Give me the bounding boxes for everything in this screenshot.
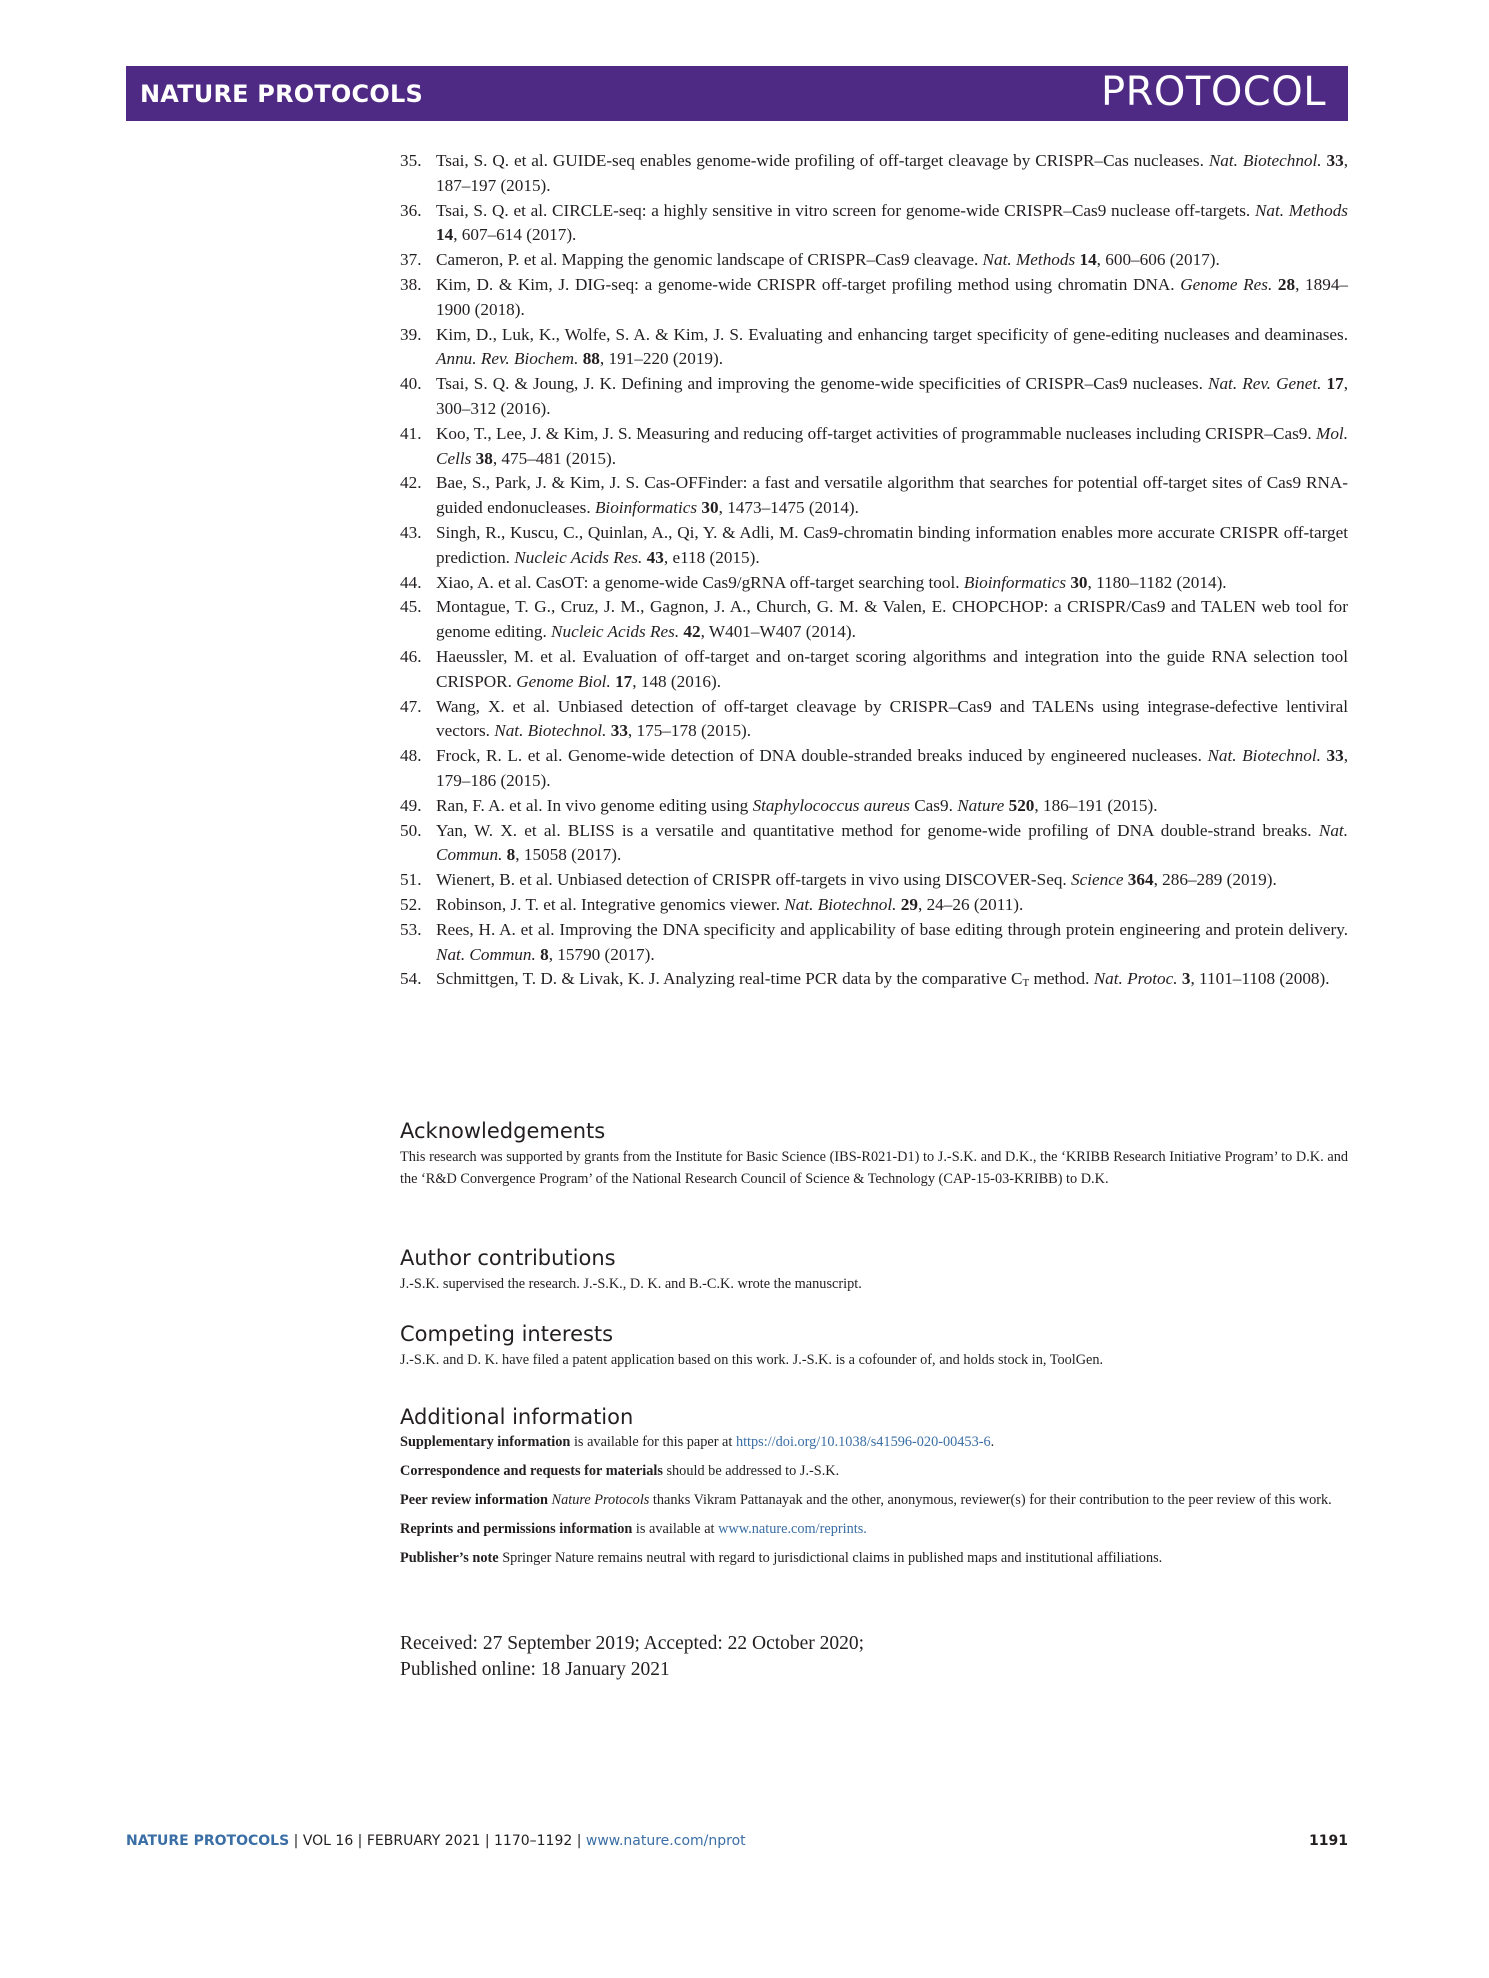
reference-number: 52. [400,894,422,914]
footer-journal: NATURE PROTOCOLS [126,1833,290,1849]
acknowledgements-section [400,1118,1348,1190]
reference-text: , 187–197 (2015). [436,151,1348,195]
reference-text: , 191–220 (2019). [599,349,724,369]
publisher-note-text: Springer Nature remains neutral with regard to jurisdictional claims in published maps and institutional affiliations. [498,1550,1163,1566]
reference-text: Cas9. [909,795,958,815]
reference-text: Tsai, S. Q. & Joung, J. K. Defining and improving the genome-wide specificities of CRISPR–Cas9 nucleases. [436,374,1208,394]
reference-journal: Nat. Protoc. [1093,969,1178,989]
reference-text: , 175–178 (2015). [627,721,752,741]
reference-text: , 179–186 (2015). [436,746,1349,790]
reference-number: 46. [400,646,422,666]
reference-item [400,323,1348,373]
reference-number: 45. [400,597,422,617]
footer-volume: VOL 16 [302,1833,354,1849]
reference-number: 41. [400,423,422,443]
reference-journal: Staphylococcus aureus [752,795,910,815]
reference-text: , 1180–1182 (2014). [1087,572,1227,592]
reference-item [400,471,1348,521]
reference-item [400,571,1348,596]
reference-number: 39. [400,324,422,344]
reference-number: 38. [400,274,422,294]
publisher-note [400,1547,1348,1569]
reference-text: , 475–481 (2015). [492,448,616,468]
reference-text: Tsai, S. Q. et al. GUIDE-seq enables genome-wide profiling of off-target cleavage by CRISPR–Cas nucleases. [436,151,1209,170]
reference-text: T [1022,977,1030,990]
reference-volume: 17 [615,671,633,691]
publication-dates [400,1631,864,1683]
reference-journal: Bioinformatics [963,572,1067,592]
reprints-label: Reprints and permissions information [400,1521,633,1537]
reference-volume: 88 [582,349,600,369]
reference-text: Robinson, J. T. et al. Integrative genomics viewer. [436,894,785,914]
page-number: 1191 [1309,1833,1348,1849]
reference-number: 48. [400,746,422,766]
correspondence-information [400,1460,1348,1482]
reference-volume: 38 [475,448,493,468]
reference-text: Wang, X. et al. Unbiased detection of off-target cleavage by CRISPR–Cas9 and TALENs using integrase-defective lentiviral vectors. [436,696,1348,741]
reference-text: Haeussler, M. et al. Evaluation of off-target and on-target scoring algorithms and integration into the guide RNA selection tool CRISPOR. [436,646,1348,691]
reference-journal: Annu. Rev. Biochem. [436,349,579,369]
reference-text: , W401–W407 (2014). [700,622,856,642]
reference-item [400,868,1348,893]
journal-header-bar [126,66,1348,121]
footer-pages: 1170–1192 [494,1833,573,1849]
reference-item [400,819,1348,869]
acknowledgements-heading: Acknowledgements [400,1119,606,1143]
reference-item [400,521,1348,571]
reference-volume: 3 [1181,969,1191,989]
footer-url[interactable]: www.nature.com/nprot [585,1833,746,1849]
reference-text: Cameron, P. et al. Mapping the genomic landscape of CRISPR–Cas9 cleavage. [436,250,983,270]
reference-text: , 1101–1108 (2008). [1190,969,1330,989]
reference-item [400,372,1348,422]
reference-number: 47. [400,696,422,716]
reference-item [400,794,1348,819]
reference-text: Schmittgen, T. D. & Livak, K. J. Analyzing real-time PCR data by the comparative C [436,969,1023,989]
supplementary-text: is available for this paper at [570,1434,736,1450]
reference-volume: 30 [1070,572,1088,592]
reference-text: , 1894–1900 (2018). [436,274,1349,319]
reference-journal: Genome Res. [1180,274,1273,294]
footer-separator: | [289,1833,303,1849]
reference-item [400,893,1348,918]
reference-text: , 1473–1475 (2014). [718,498,859,518]
reference-volume: 364 [1127,870,1154,890]
reference-text: , 15790 (2017). [548,944,655,964]
reference-journal: Nucleic Acids Res. [551,622,680,642]
reprints-information [400,1518,1348,1540]
reference-volume: 8 [506,845,516,865]
reference-journal: Mol. Cells [436,423,1348,468]
reference-text: Tsai, S. Q. et al. CIRCLE-seq: a highly sensitive in vitro screen for genome-wide CRISPR–Cas9 nuclease off-targets. [436,200,1255,220]
supplementary-end: . [990,1434,995,1450]
reference-item [400,149,1348,199]
reference-item [400,273,1348,323]
reference-journal: Nat. Methods [982,250,1076,270]
reference-number: 51. [400,870,422,890]
reference-text: Koo, T., Lee, J. & Kim, J. S. Measuring and reducing off-target activities of programmable nucleases including CRISPR–Cas9. [436,423,1317,443]
reference-text: Wienert, B. et al. Unbiased detection of CRISPR off-targets in vivo using DISCOVER-Seq. [436,870,1072,890]
reference-journal: Genome Biol. [516,671,611,691]
reference-volume: 33 [1326,151,1344,170]
reference-text: method. [1029,969,1094,989]
reference-item [400,422,1348,472]
reference-item [400,595,1348,645]
reference-item [400,645,1348,695]
reference-number: 44. [400,572,422,592]
author-contributions-section [400,1245,1348,1295]
reference-volume: 29 [900,894,918,914]
reference-item [400,199,1348,249]
reference-journal: Nat. Commun. [436,820,1348,865]
reference-journal: Nat. Commun. [436,944,536,964]
reprints-link[interactable]: www.nature.com/reprints. [718,1521,867,1537]
peer-review-text: thanks Vikram Pattanayak and the other, anonymous, reviewer(s) for their contribution to the peer review of this work. [649,1492,1332,1508]
reference-number: 50. [400,820,422,840]
reference-journal: Nat. Biotechnol. [784,894,897,914]
reference-volume: 8 [540,944,549,964]
reference-text: , 148 (2016). [632,671,722,691]
reference-journal: Nat. Methods [1254,200,1348,220]
reference-text: , 607–614 (2017). [453,225,577,245]
supplementary-link[interactable]: https://doi.org/10.1038/s41596-020-00453-6 [735,1434,991,1450]
reference-number: 54. [400,969,422,989]
reprints-text: is available at [632,1521,719,1537]
reference-list [400,149,1348,992]
reference-volume: 33 [1326,746,1344,766]
reference-text: , 186–191 (2015). [1034,795,1158,815]
reference-number: 36. [400,200,422,220]
reference-volume: 17 [1326,374,1344,394]
published-online-date: Published online: 18 January 2021 [400,1659,670,1680]
article-type: PROTOCOL [1100,69,1326,115]
reference-volume: 33 [610,721,628,741]
reference-text: Kim, D. & Kim, J. DIG-seq: a genome-wide CRISPR off-target profiling method using chromatin DNA. [436,274,1181,294]
reference-item [400,695,1348,745]
reference-text: Yan, W. X. et al. BLISS is a versatile and quantitative method for genome-wide profiling of DNA double-strand breaks. [436,820,1319,840]
acknowledgements-text: This research was supported by grants from the Institute for Basic Science (IBS-R021-D1) to J.-S.K. and D.K., the ‘KRIBB Research Initiative Program’ to D.K. and the ‘R&D Convergence Program’ of the National Research Council of Science & Technology (CAP-15-03-KRIBB) to D.K. [400,1149,1348,1187]
journal-name: NATURE PROTOCOLS [140,80,423,108]
reference-number: 37. [400,250,422,270]
reference-journal: Nature [957,795,1005,815]
footer-issue: FEBRUARY 2021 [366,1833,481,1849]
author-contributions-text: J.-S.K. supervised the research. J.-S.K., D. K. and B.-C.K. wrote the manuscript. [400,1276,862,1292]
author-contributions-heading: Author contributions [400,1246,616,1270]
correspondence-text: should be addressed to J.-S.K. [662,1463,840,1479]
reference-text: Rees, H. A. et al. Improving the DNA specificity and applicability of base editing through protein engineering and protein delivery. [436,919,1348,939]
competing-interests-section [400,1321,1348,1371]
reference-volume: 30 [701,498,719,518]
reference-item [400,967,1348,992]
peer-review-label: Peer review information [400,1492,548,1508]
competing-interests-text: J.-S.K. and D. K. have filed a patent application based on this work. J.-S.K. is a cofounder of, and holds stock in, ToolGen. [400,1352,1104,1368]
reference-text: Frock, R. L. et al. Genome-wide detection of DNA double-stranded breaks induced by engineered nucleases. [436,746,1208,766]
reference-journal: Nat. Biotechnol. [494,721,607,741]
reference-volume: 42 [683,622,701,642]
footer-separator: | [572,1833,586,1849]
reference-volume: 43 [646,547,664,567]
reference-text: , 15058 (2017). [515,845,622,865]
reference-volume: 520 [1008,795,1035,815]
reference-number: 42. [400,473,422,493]
reference-item [400,744,1348,794]
reference-text: , 300–312 (2016). [436,374,1348,418]
footer-citation [126,1832,746,1850]
reference-item [400,248,1348,273]
reference-journal: Bioinformatics [594,498,698,518]
reference-text: Montague, T. G., Cruz, J. M., Gagnon, J. A., Church, G. M. & Valen, E. CHOPCHOP: a CRISPR/Cas9 and TALEN web tool for genome editing. [436,597,1348,642]
reference-number: 49. [400,795,422,815]
reference-text: Xiao, A. et al. CasOT: a genome-wide Cas9/gRNA off-target searching tool. [436,572,964,592]
reference-number: 40. [400,374,422,394]
reference-journal: Nat. Biotechnol. [1208,151,1322,170]
reference-number: 43. [400,522,422,542]
peer-review-journal: Nature Protocols [551,1492,650,1508]
publisher-note-label: Publisher’s note [400,1550,499,1566]
reference-text: Bae, S., Park, J. & Kim, J. S. Cas-OFFinder: a fast and versatile algorithm that searches for potential off-target sites of Cas9 RNA-guided endonucleases. [436,473,1348,518]
reference-item [400,918,1348,968]
reference-number: 35. [400,151,422,170]
footer-separator: | [480,1833,495,1849]
reference-text: , e118 (2015). [663,547,760,567]
reference-text: , 600–606 (2017). [1096,250,1220,270]
reference-volume: 14 [436,225,454,245]
additional-information-section [400,1404,1348,1569]
reference-number: 53. [400,919,422,939]
reference-text: Kim, D., Luk, K., Wolfe, S. A. & Kim, J. S. Evaluating and enhancing target specificity of gene-editing nucleases and deaminases. [436,324,1348,344]
competing-interests-heading: Competing interests [400,1322,614,1346]
reference-journal: Science [1071,870,1124,890]
correspondence-label: Correspondence and requests for materials [400,1463,663,1479]
reference-text: Ran, F. A. et al. In vivo genome editing using [436,795,753,815]
received-accepted-dates: Received: 27 September 2019; Accepted: 22 October 2020; [400,1633,865,1654]
reference-volume: 28 [1277,274,1296,294]
reference-journal: Nucleic Acids Res. [514,547,643,567]
reference-text: , 286–289 (2019). [1153,870,1277,890]
reference-journal: Nat. Rev. Genet. [1207,374,1322,394]
reference-journal: Nat. Biotechnol. [1207,746,1321,766]
reference-text: , 24–26 (2011). [917,894,1024,914]
reference-volume: 14 [1079,250,1097,270]
supplementary-information [400,1431,1348,1453]
peer-review-information [400,1489,1348,1511]
reference-text: Singh, R., Kuscu, C., Quinlan, A., Qi, Y. & Adli, M. Cas9-chromatin binding information enables more accurate CRISPR off-target prediction. [436,522,1348,567]
additional-information-heading: Additional information [400,1405,634,1429]
supplementary-label: Supplementary information [400,1434,571,1450]
footer-separator: | [353,1833,367,1849]
